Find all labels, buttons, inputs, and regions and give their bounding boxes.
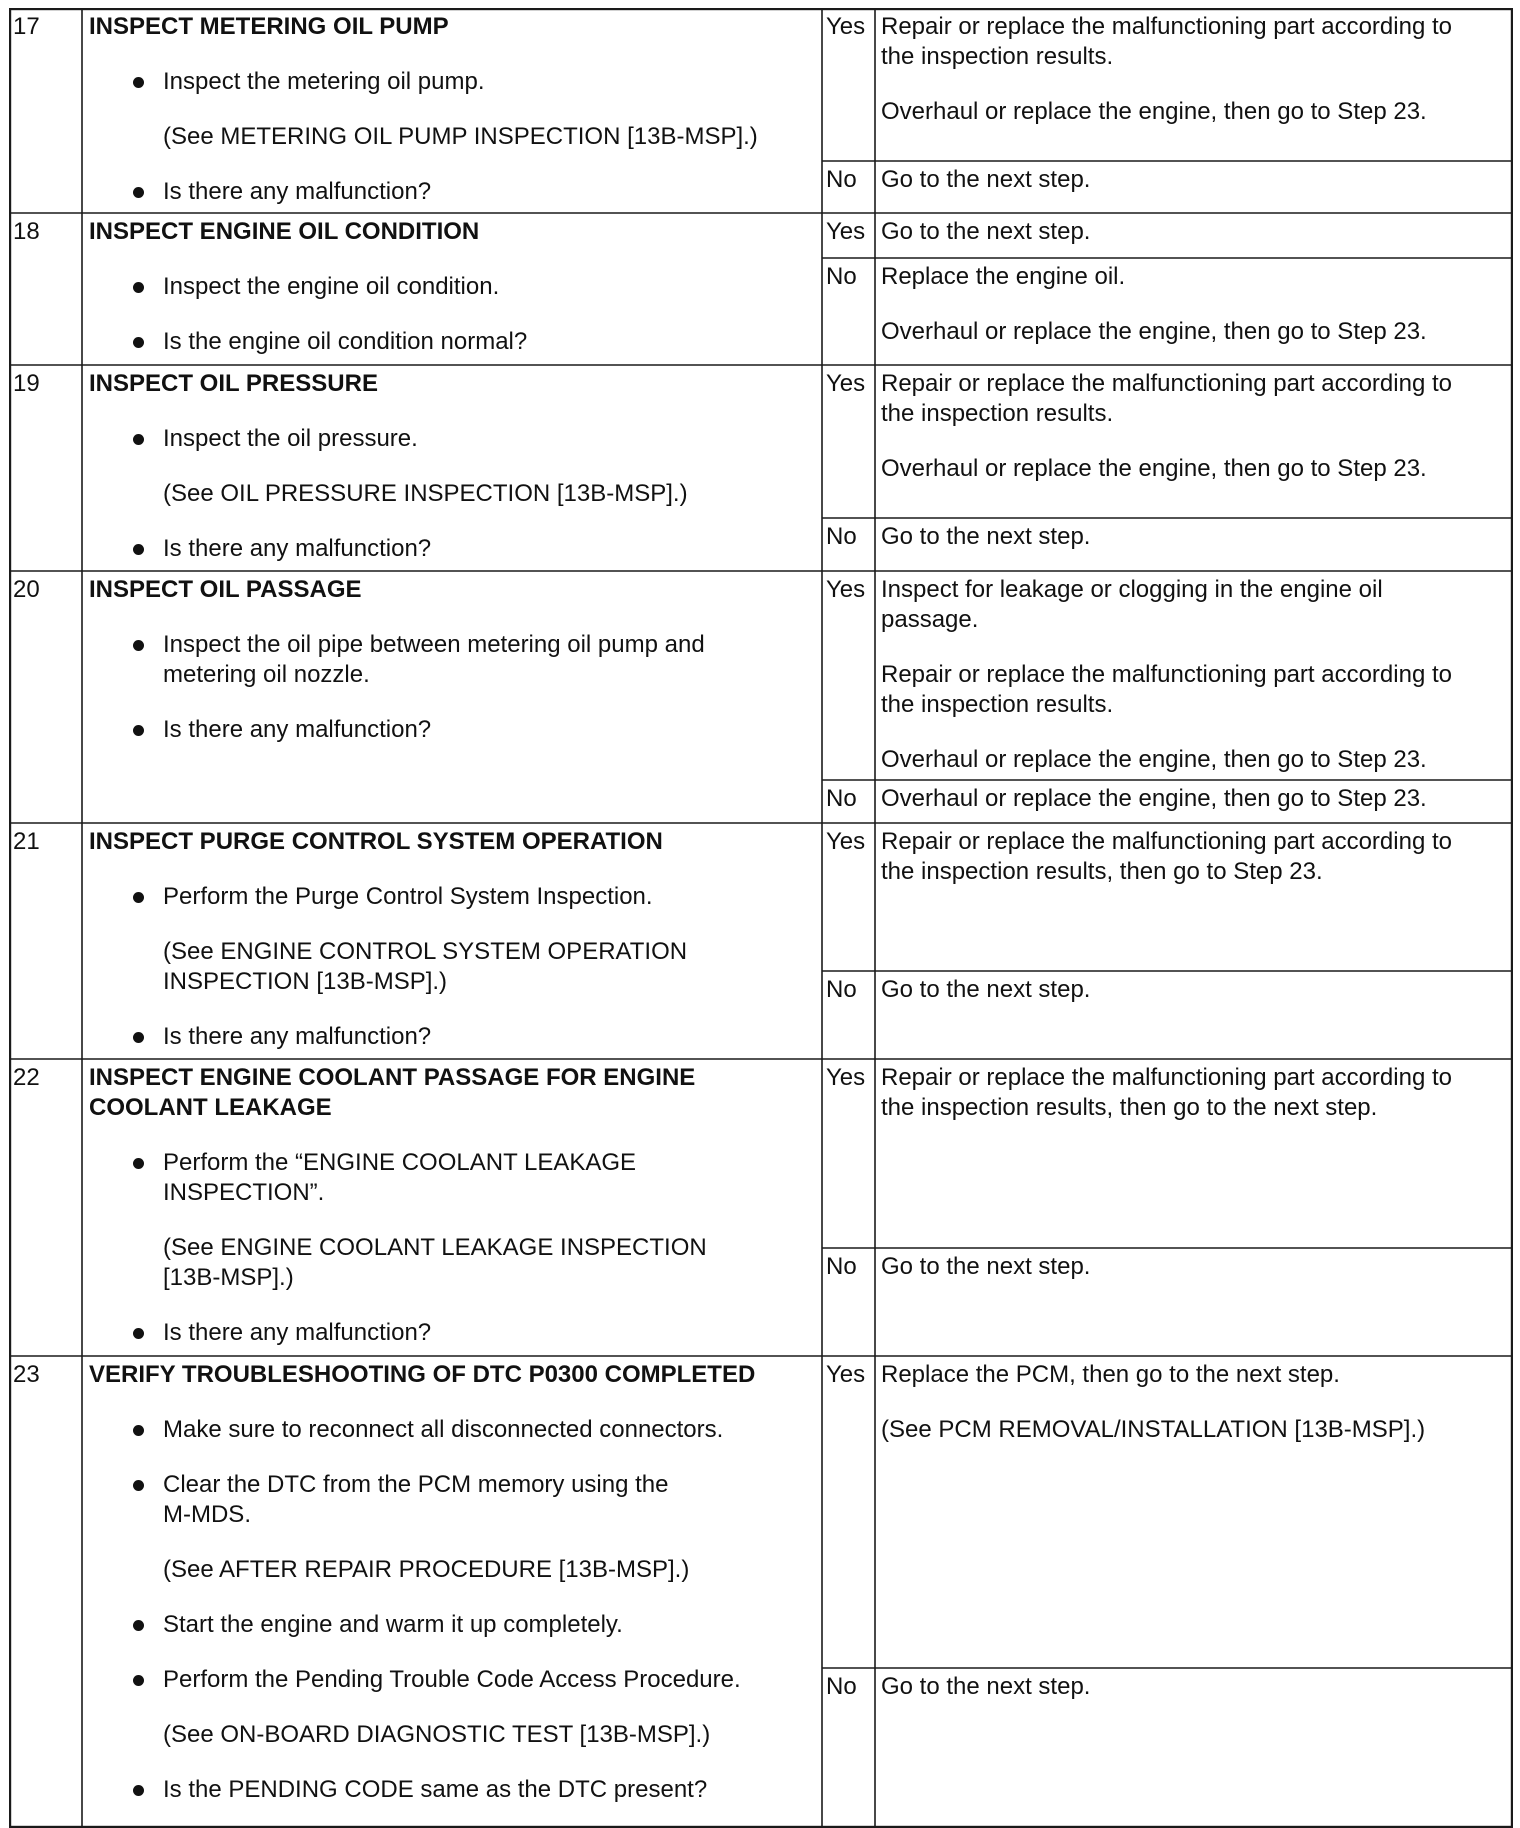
action-text: Go to the next step. [881, 976, 1091, 1003]
check-item: Start the engine and warm it up completely. [163, 1611, 623, 1638]
check-item: Inspect the oil pressure. [163, 425, 418, 452]
result-no-label: No [826, 263, 857, 290]
action-text: Overhaul or replace the engine, then go to Step 23. [881, 746, 1427, 773]
check-item: Perform the Pending Trouble Code Access Procedure. [163, 1666, 741, 1693]
bullet-icon [133, 434, 144, 445]
action-text: Go to the next step. [881, 1673, 1091, 1700]
action-text: the inspection results. [881, 400, 1114, 427]
step-number: 21 [13, 828, 40, 855]
action-text: Inspect for leakage or clogging in the engine oil [881, 576, 1383, 603]
step-number: 20 [13, 576, 40, 603]
action-text: Go to the next step. [881, 218, 1091, 245]
check-item: Clear the DTC from the PCM memory using the [163, 1471, 669, 1498]
bullet-icon [133, 1785, 144, 1796]
step-number: 23 [13, 1361, 40, 1388]
bullet-icon [133, 77, 144, 88]
step-title: COOLANT LEAKAGE [89, 1094, 332, 1121]
check-item: Inspect the engine oil condition. [163, 273, 500, 300]
reference-note: (See OIL PRESSURE INSPECTION [13B-MSP].) [163, 480, 688, 507]
step-title: INSPECT ENGINE OIL CONDITION [89, 218, 480, 245]
action-text: Repair or replace the malfunctioning part according to [881, 370, 1452, 397]
action-text: Go to the next step. [881, 1253, 1091, 1280]
bullet-icon [133, 544, 144, 555]
troubleshooting-table [9, 8, 1513, 1828]
action-text: the inspection results, then go to Step 23. [881, 858, 1323, 885]
result-yes-label: Yes [826, 1361, 866, 1388]
step-title: INSPECT OIL PASSAGE [89, 576, 362, 603]
action-text: passage. [881, 606, 979, 633]
bullet-icon [133, 725, 144, 736]
bullet-icon [133, 1675, 144, 1686]
step-title: INSPECT ENGINE COOLANT PASSAGE FOR ENGINE [89, 1064, 696, 1091]
action-text: Repair or replace the malfunctioning part according to [881, 661, 1452, 688]
action-text: Overhaul or replace the engine, then go to Step 23. [881, 318, 1427, 345]
bullet-icon [133, 892, 144, 903]
reference-note: (See ON-BOARD DIAGNOSTIC TEST [13B-MSP].) [163, 1721, 711, 1748]
step-title: INSPECT METERING OIL PUMP [89, 13, 449, 40]
bullet-icon [133, 640, 144, 651]
check-item: Perform the Purge Control System Inspection. [163, 883, 653, 910]
step-title: VERIFY TROUBLESHOOTING OF DTC P0300 COMPLETED [89, 1361, 756, 1388]
result-yes-label: Yes [826, 370, 866, 397]
check-item: Is the engine oil condition normal? [163, 328, 528, 355]
result-no-label: No [826, 1253, 857, 1280]
check-item: Make sure to reconnect all disconnected connectors. [163, 1416, 724, 1443]
bullet-icon [133, 1328, 144, 1339]
step-number: 19 [13, 370, 40, 397]
result-no-label: No [826, 785, 857, 812]
reference-note: (See AFTER REPAIR PROCEDURE [13B-MSP].) [163, 1556, 690, 1583]
step-title: INSPECT PURGE CONTROL SYSTEM OPERATION [89, 828, 663, 855]
action-text: the inspection results. [881, 43, 1114, 70]
check-item: metering oil nozzle. [163, 661, 370, 688]
check-item: Is there any malfunction? [163, 535, 432, 562]
check-item: Inspect the metering oil pump. [163, 68, 485, 95]
bullet-icon [133, 1032, 144, 1043]
action-text: Go to the next step. [881, 166, 1091, 193]
action-text: Repair or replace the malfunctioning part according to [881, 1064, 1452, 1091]
check-item: Is there any malfunction? [163, 178, 432, 205]
action-text: Overhaul or replace the engine, then go to Step 23. [881, 455, 1427, 482]
result-yes-label: Yes [826, 576, 866, 603]
bullet-icon [133, 1480, 144, 1491]
action-text: Overhaul or replace the engine, then go to Step 23. [881, 98, 1427, 125]
check-item: M-MDS. [163, 1501, 251, 1528]
action-text: Replace the engine oil. [881, 263, 1126, 290]
result-no-label: No [826, 523, 857, 550]
result-no-label: No [826, 1673, 857, 1700]
reference-note: (See ENGINE COOLANT LEAKAGE INSPECTION [163, 1234, 707, 1261]
action-text: the inspection results, then go to the next step. [881, 1094, 1378, 1121]
bullet-icon [133, 1620, 144, 1631]
check-item: Is there any malfunction? [163, 1023, 432, 1050]
action-text: Repair or replace the malfunctioning part according to [881, 828, 1452, 855]
action-text: Overhaul or replace the engine, then go to Step 23. [881, 785, 1427, 812]
step-title: INSPECT OIL PRESSURE [89, 370, 378, 397]
bullet-icon [133, 282, 144, 293]
check-item: Perform the “ENGINE COOLANT LEAKAGE [163, 1149, 637, 1176]
step-number: 22 [13, 1064, 40, 1091]
result-yes-label: Yes [826, 13, 866, 40]
check-item: Is there any malfunction? [163, 1319, 432, 1346]
result-no-label: No [826, 166, 857, 193]
bullet-icon [133, 337, 144, 348]
reference-note: (See ENGINE CONTROL SYSTEM OPERATION [163, 938, 688, 965]
bullet-icon [133, 1158, 144, 1169]
action-text: Replace the PCM, then go to the next step. [881, 1361, 1340, 1388]
reference-note: (See METERING OIL PUMP INSPECTION [13B-MSP].) [163, 123, 758, 150]
result-yes-label: Yes [826, 1064, 866, 1091]
check-item: Inspect the oil pipe between metering oil pump and [163, 631, 705, 658]
check-item: Is there any malfunction? [163, 716, 432, 743]
reference-note: [13B-MSP].) [163, 1264, 294, 1291]
bullet-icon [133, 1425, 144, 1436]
action-text: Repair or replace the malfunctioning part according to [881, 13, 1452, 40]
result-no-label: No [826, 976, 857, 1003]
action-text: (See PCM REMOVAL/INSTALLATION [13B-MSP].) [881, 1416, 1426, 1443]
check-item: Is the PENDING CODE same as the DTC present? [163, 1776, 708, 1803]
step-number: 18 [13, 218, 40, 245]
result-yes-label: Yes [826, 218, 866, 245]
action-text: Go to the next step. [881, 523, 1091, 550]
action-text: the inspection results. [881, 691, 1114, 718]
result-yes-label: Yes [826, 828, 866, 855]
reference-note: INSPECTION [13B-MSP].) [163, 968, 448, 995]
bullet-icon [133, 187, 144, 198]
check-item: INSPECTION”. [163, 1179, 325, 1206]
step-number: 17 [13, 13, 40, 40]
